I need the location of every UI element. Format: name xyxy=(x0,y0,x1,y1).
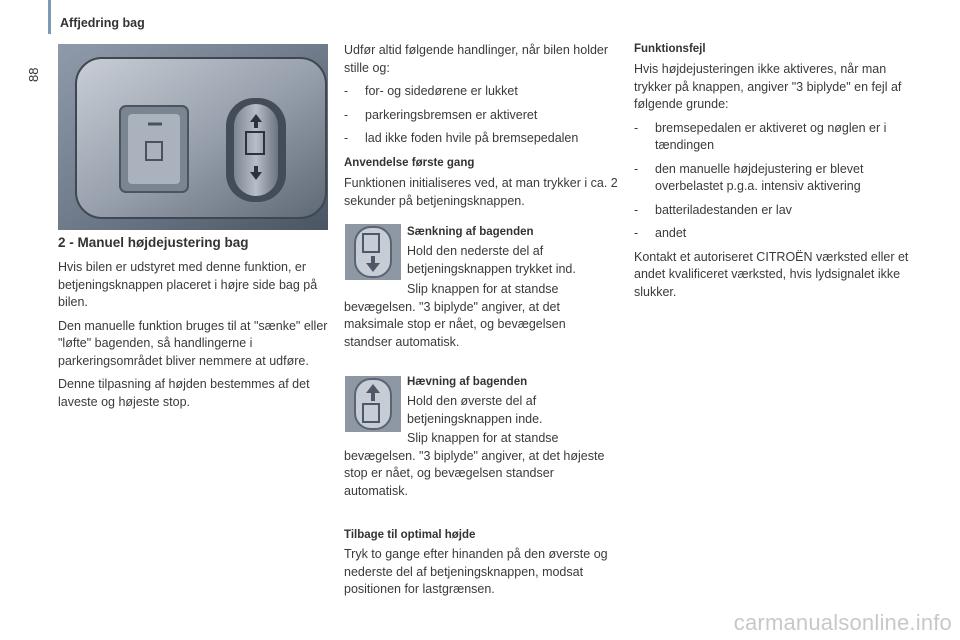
control-switch-photo xyxy=(58,44,328,230)
list-item: - parkeringsbremsen er aktiveret xyxy=(344,107,624,125)
left-paragraph: Hvis bilen er udstyret med denne funktion, er betjeningsknappen placeret i højre side bag på bilen. xyxy=(58,260,318,309)
watermark: carmanualsonline.info xyxy=(733,610,952,635)
lowering-line2: Slip knappen for at standse bevægelsen. "3 biplyde" angiver, at det maksimale stop er nået, og bevægelsen standser automatisk. xyxy=(344,282,566,349)
lowering-title: Sænkning af bagenden xyxy=(407,226,534,238)
left-paragraph: Denne tilpasning af højden bestemmes af det laveste og højeste stop. xyxy=(58,377,310,409)
malfunction-title: Funktionsfejl xyxy=(634,43,706,55)
list-item: - lad ikke foden hvile på bremsepedalen xyxy=(344,130,624,148)
section-title: Affjedring bag xyxy=(60,16,145,30)
list-item: - for- og sidedørene er lukket xyxy=(344,83,624,101)
conditions-list xyxy=(344,83,624,148)
left-paragraph: Den manuelle funktion bruges til at "sænke" eller "løfte" bagenden, så handlingerne i parkeringsområdet bliver nemmere at udføre. xyxy=(58,318,328,368)
left-text-block xyxy=(58,259,328,417)
section-marker-bar xyxy=(48,0,51,34)
malfunction-block xyxy=(634,61,914,307)
manual-height-heading: 2 - Manuel højdejustering bag xyxy=(58,235,249,250)
lowering-line1: Hold den nederste del af betjeningsknappen trykket ind. xyxy=(407,244,576,276)
raising-button-icon xyxy=(345,376,401,432)
middle-intro-block xyxy=(344,42,624,154)
lowering-button-icon xyxy=(345,224,401,280)
raising-title: Hævning af bagenden xyxy=(407,376,528,388)
malfunction-intro: Hvis højdejusteringen ikke aktiveres, når man trykker på knappen, angiver "3 biplyde" en fejl af følgende grunde: xyxy=(634,62,902,111)
return-title: Tilbage til optimal højde xyxy=(344,529,476,541)
list-item: - bremsepedalen er aktiveret og nøglen er i tændingen xyxy=(634,120,914,155)
intro-text: Udfør altid følgende handlinger, når bilen holder stille og: xyxy=(344,43,609,75)
first-use-text: Funktionen initialiseres ved, at man trykker i ca. 2 sekunder på betjeningsknappen. xyxy=(344,176,618,208)
raising-line1: Hold den øverste del af betjeningsknappen inde. xyxy=(407,394,543,426)
list-item: - den manuelle højdejustering er blevet overbelastet p.g.a. intensiv aktivering xyxy=(634,161,914,196)
list-item: - andet xyxy=(634,225,914,243)
page-number: 88 xyxy=(26,67,41,82)
return-text: Tryk to gange efter hinanden på den øverste og nederste del af betjeningsknappen, modsat positionen for lastgrænsen. xyxy=(344,547,608,596)
malfunction-outro: Kontakt et autoriseret CITROËN værksted eller et andet kvalificeret værksted, hvis lydsignalet ikke slukker. xyxy=(634,249,909,299)
first-use-title: Anvendelse første gang xyxy=(344,157,475,169)
raising-line2: Slip knappen for at standse bevægelsen. "3 biplyde" angiver, at det højeste stop er nået, og bevægelsen standser automatisk. xyxy=(344,431,605,498)
list-item: - batteriladestanden er lav xyxy=(634,202,914,220)
causes-list xyxy=(634,120,914,243)
